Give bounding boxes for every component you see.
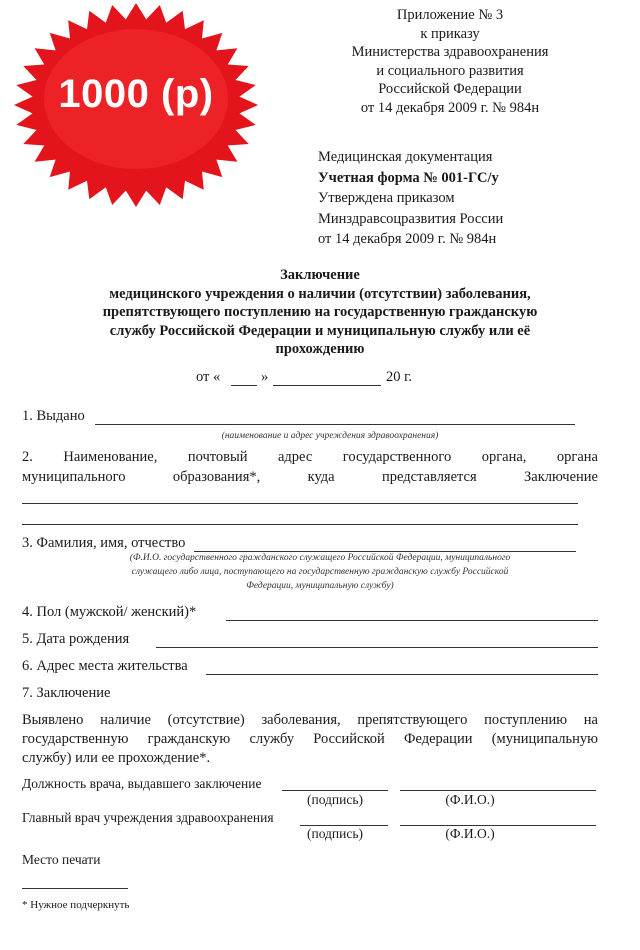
appendix-line: и социального развития (376, 62, 524, 79)
title-line: препятствующего поступлению на государственную гражданскую (102, 304, 538, 320)
field-address-line[interactable] (206, 674, 598, 675)
appendix-line: к приказу (420, 25, 480, 42)
footnote-separator (22, 888, 128, 889)
date-from-label: от « (196, 369, 221, 385)
form-meta-block (318, 147, 503, 250)
field-conclusion-label: 7. Заключение (22, 685, 111, 701)
footnote-text: * Нужное подчеркнуть (22, 899, 130, 911)
appendix-line: Приложение № 3 (396, 7, 504, 23)
form-meta-line: Утверждена приказом (318, 190, 455, 206)
appendix-line: от 14 декабря 2009 г. № 984н (360, 99, 540, 116)
appendix-line: Министерства здравоохранения (351, 44, 549, 61)
field-sex-label: 4. Пол (мужской/ женский)* (22, 604, 197, 620)
date-year-label: 20 г. (386, 369, 413, 385)
price-label: 1000 (р) (58, 72, 214, 116)
field-recipient-line2: муниципального образования*, куда представляется Заключение (22, 469, 598, 485)
doctor-name-hint: (Ф.И.О.) (445, 792, 495, 807)
field-issued-line[interactable] (95, 424, 575, 425)
field-fullname-hint: служащего либо лица, поступающего на государственную гражданскую службу Российской (131, 567, 509, 577)
conclusion-text-line1: Выявлено наличие (отсутствие) заболевания, препятствующего поступлению на (22, 712, 598, 728)
field-fullname-line[interactable] (194, 551, 576, 552)
title-line: Заключение (280, 267, 360, 283)
chief-signature-hint: (подпись) (306, 826, 364, 841)
doctor-position-label: Должность врача, выдавшего заключение (22, 776, 262, 791)
field-birthdate-label: 5. Дата рождения (22, 631, 130, 647)
field-issued-label: 1. Выдано (22, 408, 85, 424)
field-fullname-hint: Федерации, муниципальную службу) (246, 581, 394, 591)
conclusion-text-line3: службу) или ее прохождение*. (22, 750, 211, 766)
doctor-signature-hint: (подпись) (306, 792, 364, 807)
field-fullname-label: 3. Фамилия, имя, отчество (22, 535, 186, 551)
title-line: службу Российской Федерации и муниципальную службу или её (109, 322, 531, 339)
field-recipient-line1: 2. Наименование, почтовый адрес государственного органа, органа (22, 449, 598, 465)
document-title (20, 266, 620, 359)
field-recipient-line[interactable] (22, 503, 578, 504)
title-line: медицинского учреждения о наличии (отсутствии) заболевания, (109, 285, 531, 302)
appendix-line: Российской Федерации (378, 81, 522, 98)
conclusion-text-line2: государственную гражданскую службу Российской Федерации (муниципальную (22, 731, 598, 747)
doctor-signature-line[interactable] (282, 790, 388, 791)
chief-name-hint: (Ф.И.О.) (445, 826, 495, 841)
form-meta-line: Медицинская документация (318, 149, 493, 165)
field-birthdate-line[interactable] (156, 647, 598, 648)
doctor-name-line[interactable] (400, 790, 596, 791)
date-day-line[interactable] (231, 385, 257, 386)
date-quote-close: » (261, 369, 269, 385)
form-meta-line: от 14 декабря 2009 г. № 984н (318, 231, 497, 247)
title-line: прохождению (275, 341, 365, 357)
form-meta-line: Минздравсоцразвития России (318, 210, 504, 227)
date-month-line[interactable] (273, 385, 381, 386)
chief-doctor-label: Главный врач учреждения здравоохранения (22, 810, 274, 825)
field-recipient-line[interactable] (22, 524, 578, 525)
appendix-block (330, 6, 570, 118)
form-number: Учетная форма № 001-ГС/у (318, 169, 499, 186)
field-address-label: 6. Адрес места жительства (22, 658, 188, 674)
field-sex-line[interactable] (226, 620, 598, 621)
seal-place-label: Место печати (22, 852, 101, 867)
field-fullname-hint: (Ф.И.О. государственного гражданского служащего Российской Федерации, муниципального (129, 553, 511, 563)
field-issued-hint: (наименование и адрес учреждения здравоохранения) (221, 431, 439, 441)
